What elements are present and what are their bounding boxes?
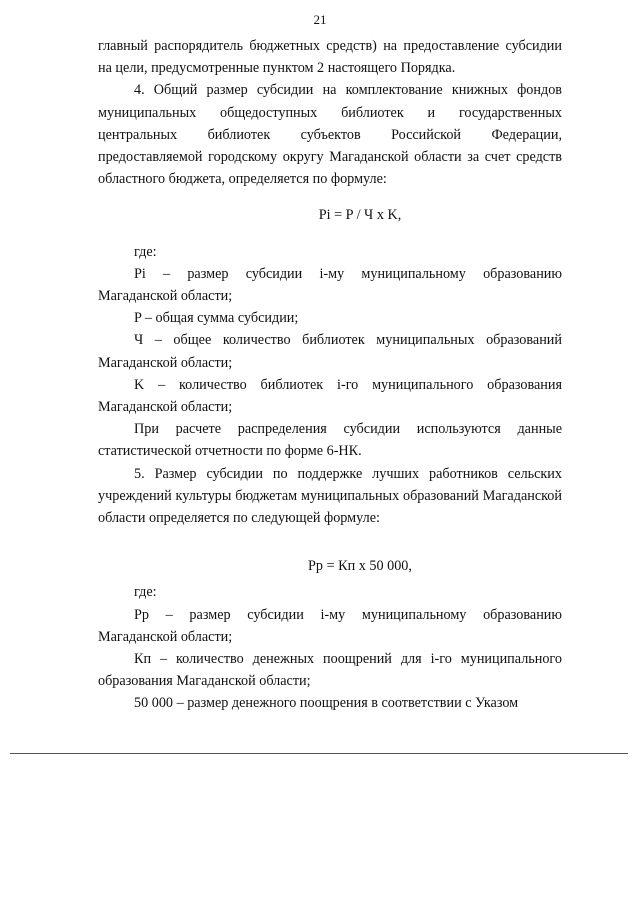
definition-rr: Рр – размер субсидии i-му муниципальному образованию Магаданской области; — [98, 606, 562, 645]
definition-pi: Pi – размер субсидии i-му муниципальному образованию Магаданской области; — [98, 265, 562, 305]
where-label: где: — [134, 584, 157, 601]
page-number: 21 — [313, 12, 327, 27]
document-body — [98, 35, 562, 715]
paragraph-item-4: 4. Общий размер субсидии на комплектование книжных фондов муниципальных общедоступных библиотек и государственных центральных библиотек субъектов Российской Федерации, предоставляемой городскому округу Магаданской области за счет средств областного бюджета, определяется по формуле: — [98, 82, 562, 188]
footer-separator-line — [10, 753, 628, 754]
paragraph: главный распорядитель бюджетных средств) на предоставление субсидии на цели, предусмотренные пунктом 2 настоящего Порядка. — [98, 38, 562, 77]
formula-rr: Рр = Кп х 50 000, — [308, 558, 412, 575]
definition-kp: Кп – количество денежных поощрений для i-го муниципального образования Магаданской области; — [98, 651, 562, 690]
definition-p: P – общая сумма субсидии; — [134, 310, 299, 327]
definition-50000: 50 000 – размер денежного поощрения в соответствии с Указом — [134, 695, 519, 712]
paragraph-statistics: При расчете распределения субсидии используются данные статистической отчетности по форме 6-НК. — [98, 421, 562, 460]
paragraph-item-5: 5. Размер субсидии по поддержке лучших работников сельских учреждений культуры бюджетам муниципальных образований Магаданской области определяется по следующей формуле: — [98, 465, 562, 527]
definition-ch: Ч – общее количество библиотек муниципальных образований Магаданской области; — [98, 332, 562, 371]
where-label: где: — [134, 243, 157, 260]
formula-pi: Pi = P / Ч х K, — [318, 207, 402, 224]
definition-k: K – количество библиотек i-го муниципального образования Магаданской области; — [98, 376, 562, 416]
